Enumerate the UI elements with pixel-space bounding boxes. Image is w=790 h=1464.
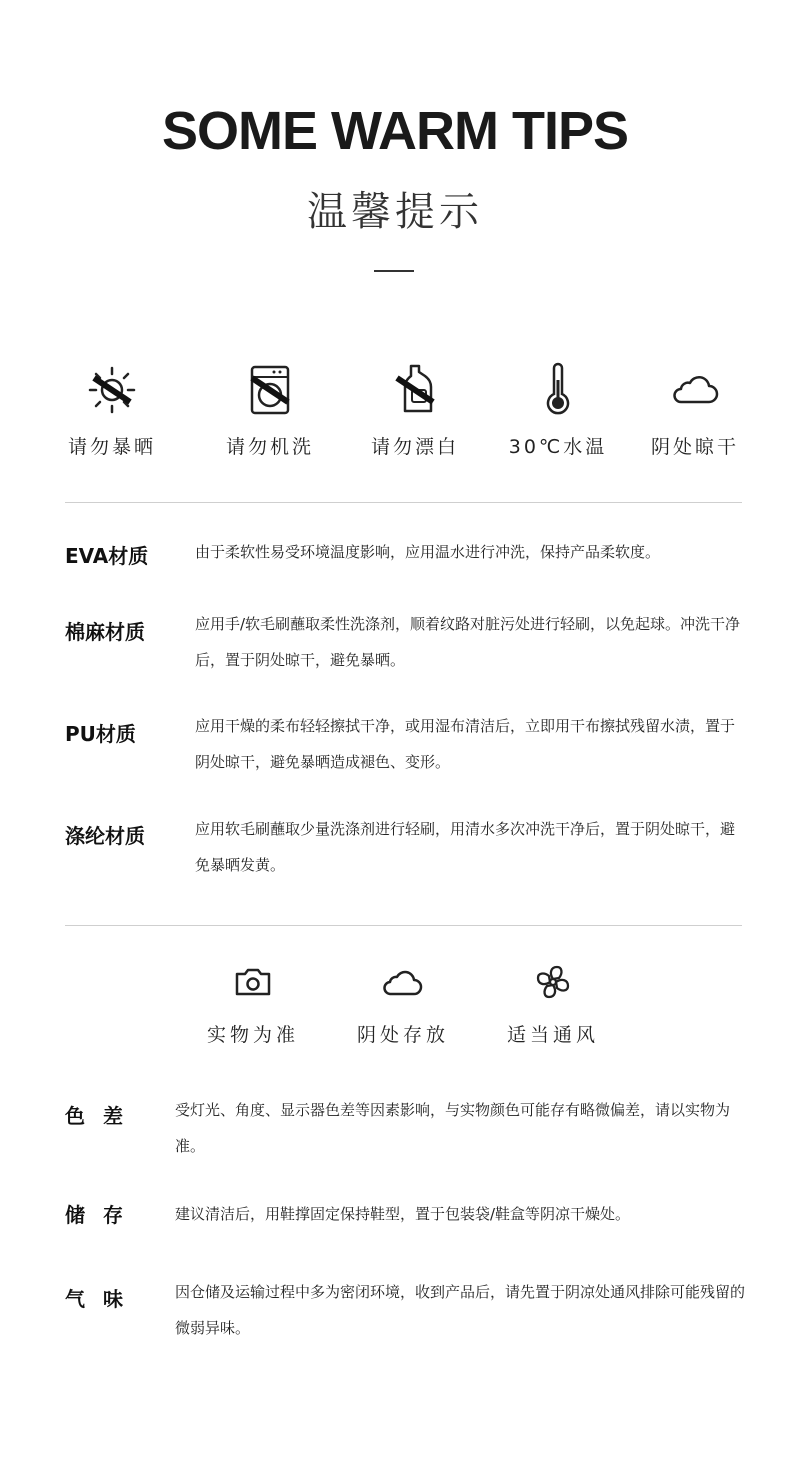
section-divider <box>65 925 742 926</box>
tip-item-shade-storage <box>338 958 468 1047</box>
cloud-icon <box>379 958 427 1006</box>
note-text-odor: 因仓储及运输过程中多为密闭环境，收到产品后，请先置于阴凉处通风排除可能残留的微弱异味。 <box>175 1283 746 1337</box>
tip-icons-row <box>178 958 628 1058</box>
care-item-no-bleach <box>340 360 490 459</box>
note-text-storage: 建议清洁后，用鞋撑固定保持鞋型，置于包装袋/鞋盒等阴凉干燥处。 <box>175 1205 631 1223</box>
note-title-storage: 储存 <box>65 1203 141 1227</box>
tip-label: 适当通风 <box>506 1024 599 1046</box>
material-text-pu: 应用干燥的柔布轻轻擦拭干净，或用湿布清洁后，立即用干布擦拭残留水渍，置于阴处晾干，避免暴晒造成褪色、变形。 <box>195 717 736 771</box>
material-title-cotton-linen: 棉麻材质 <box>65 620 145 644</box>
tip-label: 实物为准 <box>206 1024 299 1046</box>
fan-icon <box>529 958 577 1006</box>
care-label: 请勿暴晒 <box>67 436 156 458</box>
no-bleach-icon <box>385 360 445 420</box>
headline-cn: 温馨提示 <box>307 189 483 235</box>
material-text-polyester: 应用软毛刷蘸取少量洗涤剂进行轻刷，用清水多次冲洗干净后，置于阴处晾干，避免暴晒发黄。 <box>195 820 736 874</box>
thermometer-icon <box>528 360 588 420</box>
section-divider <box>65 502 742 503</box>
care-icons-row <box>32 360 772 470</box>
care-item-water-temp <box>483 360 633 459</box>
care-item-shade-dry <box>620 360 770 459</box>
care-label: 请勿机洗 <box>225 436 314 458</box>
camera-icon <box>229 958 277 1006</box>
material-text-eva: 由于柔软性易受环境温度影响，应用温水进行冲洗，保持产品柔软度。 <box>195 543 661 561</box>
care-label: 请勿漂白 <box>370 436 459 458</box>
care-item-no-machine-wash <box>195 360 345 459</box>
material-title-pu: PU材质 <box>65 722 136 746</box>
headline-en: SOME WARM TIPS <box>161 101 628 161</box>
tip-label: 阴处存放 <box>356 1024 449 1046</box>
note-title-color-difference: 色差 <box>65 1104 141 1128</box>
no-machine-wash-icon <box>240 360 300 420</box>
note-text-color-difference: 受灯光、角度、显示器色差等因素影响，与实物颜色可能存有略微偏差，请以实物为准。 <box>175 1101 731 1155</box>
no-sun-icon <box>82 360 142 420</box>
title-divider <box>374 270 414 272</box>
material-title-polyester: 涤纶材质 <box>65 824 145 848</box>
care-item-no-sun <box>37 360 187 459</box>
care-label: 阴处晾干 <box>650 436 739 458</box>
note-title-odor: 气味 <box>65 1287 141 1311</box>
material-title-eva: EVA材质 <box>65 544 149 568</box>
cloud-shade-icon <box>665 360 725 420</box>
tip-item-real-product <box>188 958 318 1047</box>
care-label: 30℃水温 <box>508 436 608 458</box>
material-text-cotton-linen: 应用手/软毛刷蘸取柔性洗涤剂，顺着纹路对脏污处进行轻刷，以免起球。冲洗干净后，置于阴处晾干，避免暴晒。 <box>195 615 741 669</box>
tip-item-ventilation <box>488 958 618 1047</box>
